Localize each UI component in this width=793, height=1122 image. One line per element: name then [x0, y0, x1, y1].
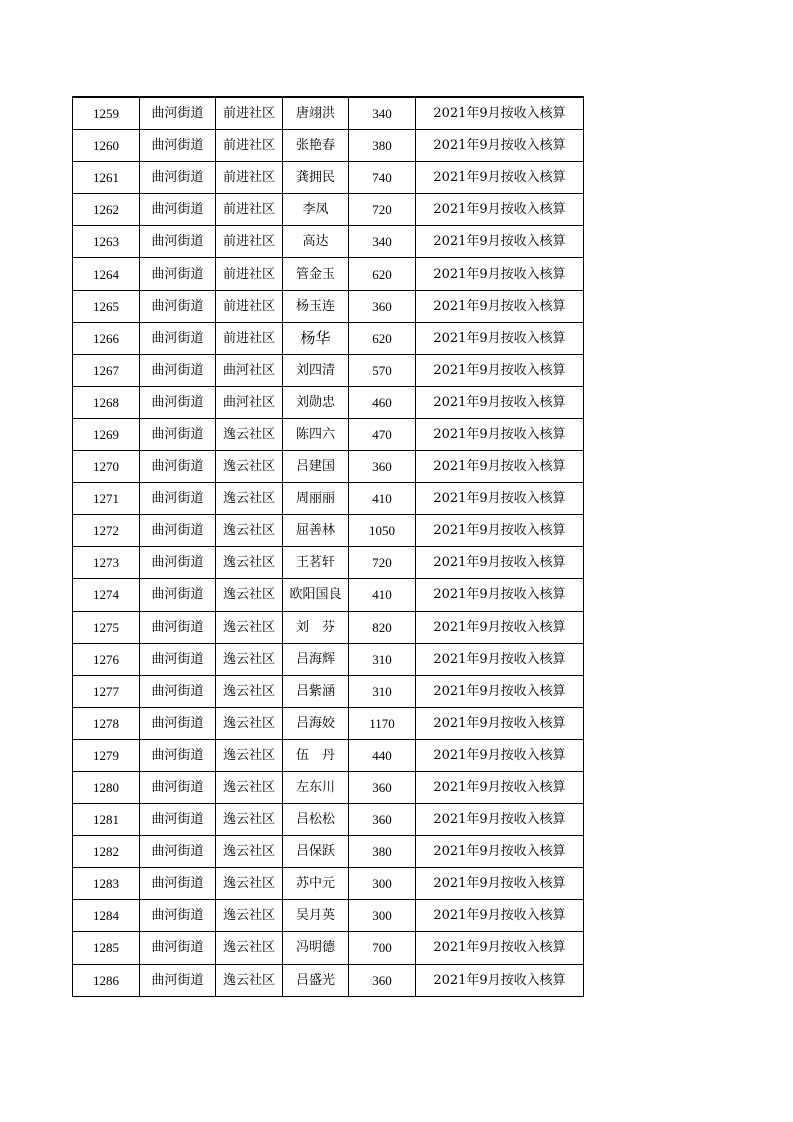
cell-community: 逸云社区: [216, 836, 283, 868]
cell-community: 前进社区: [216, 322, 283, 354]
cell-serial-number: 1279: [73, 739, 140, 771]
table-row: [73, 258, 584, 290]
cell-street: 曲河街道: [140, 386, 216, 418]
cell-amount: 360: [349, 771, 416, 803]
cell-serial-number: 1265: [73, 290, 140, 322]
cell-street: 曲河街道: [140, 130, 216, 162]
cell-serial-number: 1284: [73, 900, 140, 932]
cell-note: 2021年9月按收入核算: [416, 386, 584, 418]
cell-person-name: 左东川: [283, 771, 349, 803]
cell-amount: 720: [349, 547, 416, 579]
cell-person-name: 冯明德: [283, 932, 349, 964]
cell-note: 2021年9月按收入核算: [416, 194, 584, 226]
table-row: [73, 547, 584, 579]
cell-amount: 360: [349, 964, 416, 996]
cell-note: 2021年9月按收入核算: [416, 226, 584, 258]
table-row: [73, 322, 584, 354]
cell-amount: 460: [349, 386, 416, 418]
cell-serial-number: 1260: [73, 130, 140, 162]
cell-amount: 410: [349, 483, 416, 515]
cell-street: 曲河街道: [140, 804, 216, 836]
cell-serial-number: 1280: [73, 771, 140, 803]
cell-community: 前进社区: [216, 290, 283, 322]
table-row: [73, 130, 584, 162]
cell-person-name: 管金玉: [283, 258, 349, 290]
cell-community: 逸云社区: [216, 483, 283, 515]
cell-person-name: 屈善林: [283, 515, 349, 547]
cell-community: 逸云社区: [216, 643, 283, 675]
cell-person-name: 苏中元: [283, 868, 349, 900]
cell-street: 曲河街道: [140, 515, 216, 547]
cell-note: 2021年9月按收入核算: [416, 836, 584, 868]
cell-person-name: 吕海姣: [283, 707, 349, 739]
cell-community: 前进社区: [216, 97, 283, 130]
cell-amount: 380: [349, 836, 416, 868]
cell-serial-number: 1266: [73, 322, 140, 354]
cell-street: 曲河街道: [140, 964, 216, 996]
cell-note: 2021年9月按收入核算: [416, 868, 584, 900]
cell-serial-number: 1286: [73, 964, 140, 996]
cell-amount: 700: [349, 932, 416, 964]
cell-amount: 740: [349, 162, 416, 194]
cell-amount: 1050: [349, 515, 416, 547]
cell-note: 2021年9月按收入核算: [416, 771, 584, 803]
cell-note: 2021年9月按收入核算: [416, 932, 584, 964]
cell-street: 曲河街道: [140, 418, 216, 450]
cell-community: 前进社区: [216, 194, 283, 226]
cell-community: 逸云社区: [216, 932, 283, 964]
cell-note: 2021年9月按收入核算: [416, 515, 584, 547]
cell-community: 逸云社区: [216, 707, 283, 739]
cell-serial-number: 1275: [73, 611, 140, 643]
cell-note: 2021年9月按收入核算: [416, 322, 584, 354]
cell-serial-number: 1272: [73, 515, 140, 547]
cell-community: 逸云社区: [216, 868, 283, 900]
cell-note: 2021年9月按收入核算: [416, 900, 584, 932]
table-row: [73, 707, 584, 739]
cell-serial-number: 1282: [73, 836, 140, 868]
cell-community: 曲河社区: [216, 354, 283, 386]
cell-amount: 310: [349, 643, 416, 675]
cell-note: 2021年9月按收入核算: [416, 290, 584, 322]
cell-amount: 1170: [349, 707, 416, 739]
cell-amount: 360: [349, 290, 416, 322]
table-row: [73, 675, 584, 707]
cell-street: 曲河街道: [140, 194, 216, 226]
table-body: [73, 97, 584, 996]
cell-community: 前进社区: [216, 130, 283, 162]
table-row: [73, 194, 584, 226]
table-row: [73, 804, 584, 836]
cell-community: 逸云社区: [216, 675, 283, 707]
cell-community: 逸云社区: [216, 964, 283, 996]
cell-serial-number: 1267: [73, 354, 140, 386]
cell-person-name: 刘四清: [283, 354, 349, 386]
table-row: [73, 643, 584, 675]
table-row: [73, 483, 584, 515]
table-row: [73, 162, 584, 194]
cell-community: 逸云社区: [216, 804, 283, 836]
cell-note: 2021年9月按收入核算: [416, 97, 584, 130]
cell-street: 曲河街道: [140, 675, 216, 707]
cell-person-name: 吴月英: [283, 900, 349, 932]
cell-street: 曲河街道: [140, 579, 216, 611]
cell-serial-number: 1278: [73, 707, 140, 739]
cell-street: 曲河街道: [140, 354, 216, 386]
table-row: [73, 739, 584, 771]
cell-amount: 620: [349, 258, 416, 290]
cell-person-name: 杨华: [283, 322, 349, 354]
cell-person-name: 唐翊洪: [283, 97, 349, 130]
cell-community: 逸云社区: [216, 515, 283, 547]
cell-street: 曲河街道: [140, 547, 216, 579]
cell-person-name: 吕海辉: [283, 643, 349, 675]
table-row: [73, 964, 584, 996]
cell-person-name: 欧阳国良: [283, 579, 349, 611]
cell-street: 曲河街道: [140, 771, 216, 803]
cell-amount: 310: [349, 675, 416, 707]
cell-amount: 410: [349, 579, 416, 611]
table-row: [73, 771, 584, 803]
cell-serial-number: 1259: [73, 97, 140, 130]
cell-amount: 380: [349, 130, 416, 162]
cell-note: 2021年9月按收入核算: [416, 579, 584, 611]
cell-note: 2021年9月按收入核算: [416, 804, 584, 836]
cell-community: 逸云社区: [216, 900, 283, 932]
cell-person-name: 吕紫涵: [283, 675, 349, 707]
cell-person-name: 吕松松: [283, 804, 349, 836]
cell-serial-number: 1281: [73, 804, 140, 836]
cell-street: 曲河街道: [140, 226, 216, 258]
cell-serial-number: 1283: [73, 868, 140, 900]
cell-community: 逸云社区: [216, 547, 283, 579]
cell-person-name: 伍 丹: [283, 739, 349, 771]
cell-amount: 620: [349, 322, 416, 354]
table-row: [73, 836, 584, 868]
cell-street: 曲河街道: [140, 707, 216, 739]
cell-street: 曲河街道: [140, 290, 216, 322]
cell-amount: 300: [349, 868, 416, 900]
cell-street: 曲河街道: [140, 451, 216, 483]
table-row: [73, 579, 584, 611]
cell-street: 曲河街道: [140, 97, 216, 130]
table-row: [73, 290, 584, 322]
cell-street: 曲河街道: [140, 483, 216, 515]
cell-community: 逸云社区: [216, 451, 283, 483]
table-row: [73, 515, 584, 547]
cell-note: 2021年9月按收入核算: [416, 483, 584, 515]
table-row: [73, 386, 584, 418]
table-row: [73, 354, 584, 386]
cell-serial-number: 1271: [73, 483, 140, 515]
cell-street: 曲河街道: [140, 739, 216, 771]
cell-person-name: 李凤: [283, 194, 349, 226]
cell-serial-number: 1269: [73, 418, 140, 450]
cell-serial-number: 1262: [73, 194, 140, 226]
cell-amount: 570: [349, 354, 416, 386]
cell-community: 逸云社区: [216, 771, 283, 803]
cell-amount: 820: [349, 611, 416, 643]
cell-community: 前进社区: [216, 258, 283, 290]
cell-amount: 340: [349, 226, 416, 258]
cell-amount: 300: [349, 900, 416, 932]
cell-person-name: 吕保跃: [283, 836, 349, 868]
table-row: [73, 97, 584, 130]
cell-amount: 440: [349, 739, 416, 771]
cell-note: 2021年9月按收入核算: [416, 162, 584, 194]
cell-community: 曲河社区: [216, 386, 283, 418]
cell-amount: 360: [349, 804, 416, 836]
cell-serial-number: 1277: [73, 675, 140, 707]
table-row: [73, 932, 584, 964]
cell-street: 曲河街道: [140, 258, 216, 290]
cell-serial-number: 1285: [73, 932, 140, 964]
cell-amount: 340: [349, 97, 416, 130]
cell-note: 2021年9月按收入核算: [416, 547, 584, 579]
cell-community: 前进社区: [216, 162, 283, 194]
cell-serial-number: 1268: [73, 386, 140, 418]
table-row: [73, 418, 584, 450]
cell-note: 2021年9月按收入核算: [416, 739, 584, 771]
cell-person-name: 吕盛光: [283, 964, 349, 996]
cell-serial-number: 1261: [73, 162, 140, 194]
cell-serial-number: 1264: [73, 258, 140, 290]
cell-serial-number: 1273: [73, 547, 140, 579]
cell-street: 曲河街道: [140, 322, 216, 354]
table-row: [73, 451, 584, 483]
cell-community: 逸云社区: [216, 611, 283, 643]
cell-note: 2021年9月按收入核算: [416, 675, 584, 707]
cell-person-name: 高达: [283, 226, 349, 258]
table-row: [73, 611, 584, 643]
cell-street: 曲河街道: [140, 611, 216, 643]
cell-person-name: 刘 芬: [283, 611, 349, 643]
cell-street: 曲河街道: [140, 162, 216, 194]
table-row: [73, 900, 584, 932]
cell-street: 曲河街道: [140, 643, 216, 675]
cell-street: 曲河街道: [140, 932, 216, 964]
table-row: [73, 868, 584, 900]
table-row: [73, 226, 584, 258]
cell-note: 2021年9月按收入核算: [416, 707, 584, 739]
cell-serial-number: 1276: [73, 643, 140, 675]
cell-person-name: 刘勋忠: [283, 386, 349, 418]
cell-community: 逸云社区: [216, 579, 283, 611]
cell-person-name: 龚拥民: [283, 162, 349, 194]
cell-amount: 360: [349, 451, 416, 483]
cell-amount: 470: [349, 418, 416, 450]
cell-person-name: 吕建国: [283, 451, 349, 483]
data-table: [72, 96, 584, 997]
cell-street: 曲河街道: [140, 836, 216, 868]
cell-note: 2021年9月按收入核算: [416, 354, 584, 386]
cell-person-name: 陈四六: [283, 418, 349, 450]
cell-person-name: 杨玉连: [283, 290, 349, 322]
cell-street: 曲河街道: [140, 900, 216, 932]
cell-community: 逸云社区: [216, 418, 283, 450]
cell-note: 2021年9月按收入核算: [416, 130, 584, 162]
cell-note: 2021年9月按收入核算: [416, 643, 584, 675]
cell-community: 逸云社区: [216, 739, 283, 771]
cell-note: 2021年9月按收入核算: [416, 258, 584, 290]
cell-serial-number: 1270: [73, 451, 140, 483]
cell-person-name: 张艳春: [283, 130, 349, 162]
cell-street: 曲河街道: [140, 868, 216, 900]
cell-community: 前进社区: [216, 226, 283, 258]
cell-note: 2021年9月按收入核算: [416, 451, 584, 483]
cell-serial-number: 1274: [73, 579, 140, 611]
cell-person-name: 王茗轩: [283, 547, 349, 579]
cell-serial-number: 1263: [73, 226, 140, 258]
cell-note: 2021年9月按收入核算: [416, 611, 584, 643]
cell-amount: 720: [349, 194, 416, 226]
cell-person-name: 周丽丽: [283, 483, 349, 515]
cell-note: 2021年9月按收入核算: [416, 418, 584, 450]
cell-note: 2021年9月按收入核算: [416, 964, 584, 996]
